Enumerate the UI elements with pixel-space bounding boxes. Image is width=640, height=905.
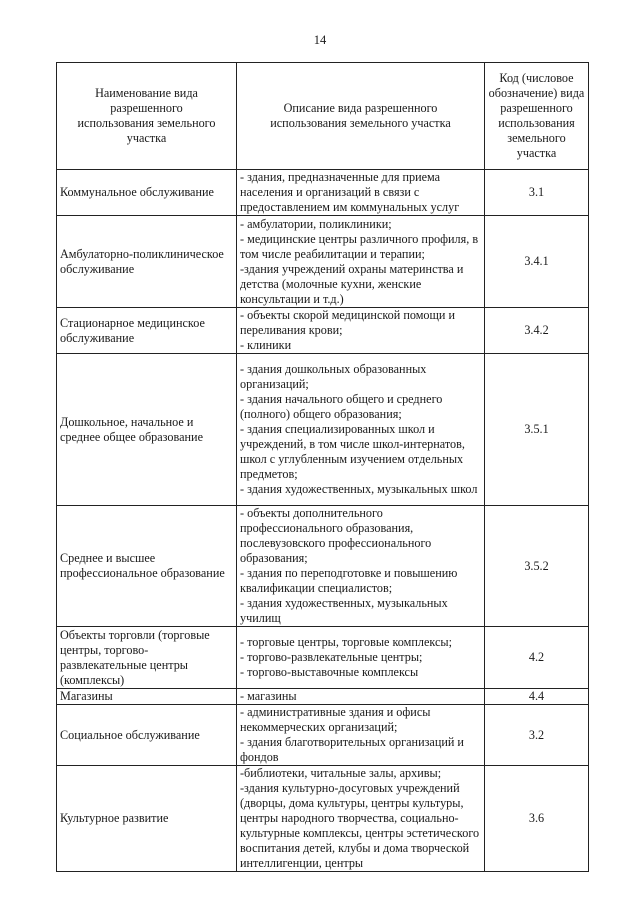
table-row	[57, 308, 589, 354]
table-row	[57, 216, 589, 308]
desc-line: -здания культурно-досуговых учреждений (дворцы, дома культуры, центры культуры, центры народного творчества, социально-культурные комплексы, центры эстетического воспитания детей, клубы и дома творческой интеллигенции, центры	[240, 781, 480, 870]
row-description	[237, 627, 485, 689]
header-description: Описание вида разрешенного использования земельного участка	[237, 63, 485, 170]
header-code: Код (числовое обозначение) вида разрешенного использования земельного участка	[485, 63, 589, 170]
desc-line: - торговые центры, торговые комплексы;	[240, 635, 452, 649]
row-code: 3.4.2	[485, 308, 589, 354]
desc-line: - клиники	[240, 338, 292, 352]
desc-line: - здания по переподготовке и повышению квалификации специалистов;	[240, 566, 458, 595]
desc-line: - здания дошкольных образованных организаций;	[240, 362, 427, 391]
desc-line: - объекты дополнительного профессионального образования, послевузовского профессионального образования;	[240, 506, 432, 565]
desc-line: -здания учреждений охраны материнства и детства (молочные кухни, женские консультации и т.д.)	[240, 261, 464, 306]
row-code: 3.1	[485, 170, 589, 216]
table-row	[57, 705, 589, 766]
table-row	[57, 354, 589, 506]
table-row	[57, 627, 589, 689]
row-name: Объекты торговли (торговые центры, торгово-развлекательные центры (комплексы)	[57, 627, 237, 689]
row-code: 3.5.2	[485, 506, 589, 627]
row-description	[237, 216, 485, 308]
table-row	[57, 766, 589, 872]
desc-line: - объекты скорой медицинской помощи и переливания крови;	[240, 308, 455, 337]
row-description	[237, 689, 485, 705]
row-name: Стационарное медицинское обслуживание	[57, 308, 237, 354]
desc-line: - административные здания и офисы некоммерческих организаций;	[240, 705, 431, 734]
page-number: 14	[313, 33, 327, 47]
table-row	[57, 170, 589, 216]
desc-line: - торгово-развлекательные центры;	[240, 650, 423, 664]
row-code: 4.2	[485, 627, 589, 689]
row-name: Коммунальное обслуживание	[57, 170, 237, 216]
desc-line: - здания начального общего и среднего (полного) общего образования;	[240, 392, 443, 421]
desc-line: - здания специализированных школ и учреждений, в том числе школ-интернатов, школ с углубленным изучением отдельных предметов;	[240, 422, 465, 481]
row-name: Магазины	[57, 689, 237, 705]
desc-line: - здания благотворительных организаций и фондов	[240, 735, 464, 764]
table-row	[57, 506, 589, 627]
row-description	[237, 170, 485, 216]
row-name: Дошкольное, начальное и среднее общее образование	[57, 354, 237, 506]
row-description	[237, 705, 485, 766]
desc-line: - медицинские центры различного профиля, в том числе реабилитации и терапии;	[240, 231, 479, 261]
row-code: 3.6	[485, 766, 589, 872]
desc-line: - здания художественных, музыкальных школ	[240, 482, 478, 496]
row-code: 3.4.1	[485, 216, 589, 308]
row-name: Культурное развитие	[57, 766, 237, 872]
row-description	[237, 354, 485, 506]
land-use-table	[56, 62, 589, 872]
header-name: Наименование вида разрешенного использования земельного участка	[57, 63, 237, 170]
desc-line: - амбулатории, поликлиники;	[240, 216, 392, 231]
row-name: Социальное обслуживание	[57, 705, 237, 766]
row-description	[237, 308, 485, 354]
row-code: 4.4	[485, 689, 589, 705]
row-description	[237, 506, 485, 627]
row-code: 3.5.1	[485, 354, 589, 506]
row-code: 3.2	[485, 705, 589, 766]
desc-line: - магазины	[240, 689, 297, 703]
table-row	[57, 689, 589, 705]
desc-line: - торгово-выставочные комплексы	[240, 665, 419, 679]
desc-line: - здания, предназначенные для приема населения и организаций в связи с предоставлением им коммунальных услуг	[240, 170, 460, 214]
row-name: Амбулаторно-поликлиническое обслуживание	[57, 216, 237, 308]
desc-line: -библиотеки, читальные залы, архивы;	[240, 766, 442, 780]
desc-line: - здания художественных, музыкальных училищ	[240, 596, 448, 625]
row-name: Среднее и высшее профессиональное образование	[57, 506, 237, 627]
row-description	[237, 766, 485, 872]
table-header-row	[57, 63, 589, 170]
